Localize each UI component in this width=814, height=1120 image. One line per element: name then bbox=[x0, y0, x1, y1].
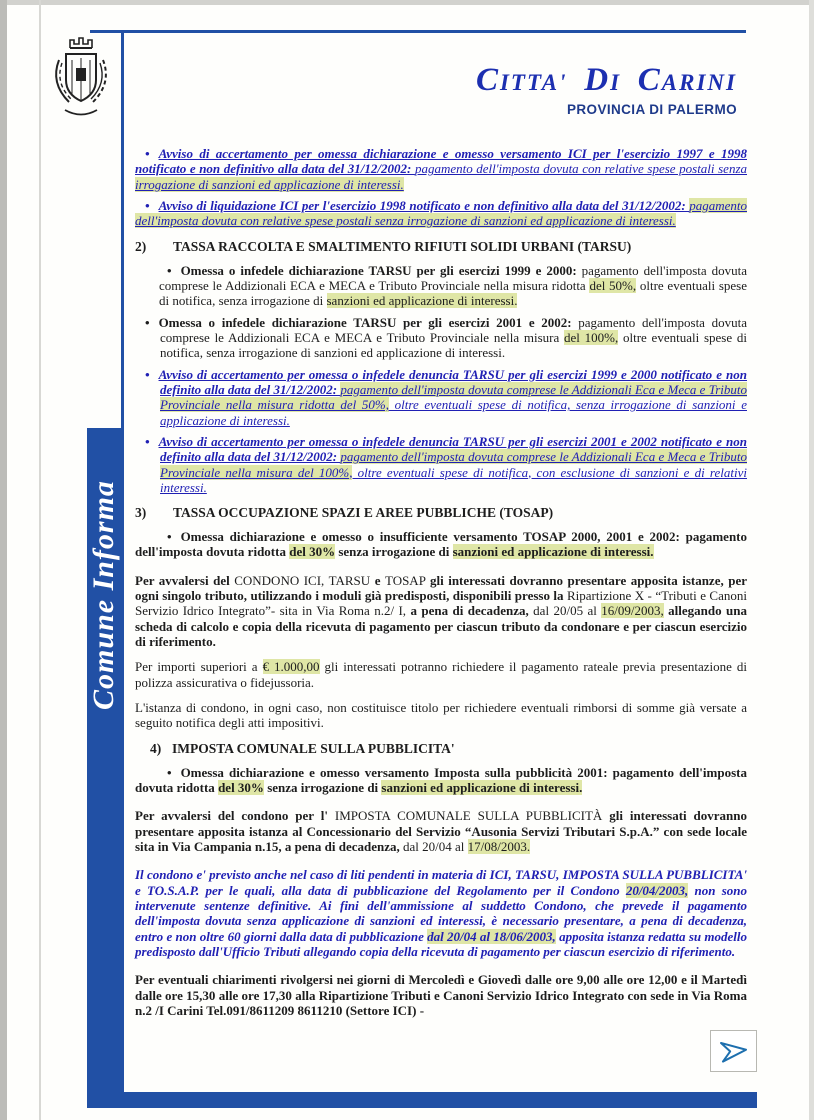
bullet-item bbox=[135, 315, 747, 361]
bullet-marker-icon: • bbox=[167, 764, 172, 780]
text-run: pagamento dell'imposta dovuta comprese le Addizionali ECA e MECA e Tributo Provinciale nella misura ridotta bbox=[159, 262, 747, 293]
sidebar-title: Comune Informa bbox=[87, 480, 120, 710]
text-run: pagamento dell'imposta dovuta comprese le Addizionali ECA e MECA e Tributo Provinciale nella misura bbox=[160, 314, 747, 345]
bullet-item bbox=[135, 765, 747, 796]
text-run: sanzioni ed applicazione di interessi. bbox=[326, 293, 518, 309]
city-title-word: CITTA' bbox=[475, 62, 568, 98]
paragraph bbox=[135, 867, 747, 959]
text-run: sanzioni ed applicazione di interessi. bbox=[452, 544, 654, 560]
bullet-item bbox=[135, 198, 747, 229]
header-rule bbox=[90, 30, 746, 33]
text-run: del 100%, bbox=[564, 329, 619, 345]
scan-edge-left bbox=[0, 0, 7, 1120]
text-run: irrogazione di sanzioni ed applicazione di interessi. bbox=[135, 176, 404, 192]
text-run: oltre eventuali spese di notifica, senza irrogazione di sanzioni e applicazione di interessi. bbox=[160, 397, 747, 428]
text-run: a pena di decadenza, bbox=[410, 603, 529, 619]
bullet-item bbox=[159, 263, 747, 309]
paragraph bbox=[135, 573, 747, 650]
text-run: Per eventuali chiarimenti rivolgersi nei giorni di Mercoledì e Giovedì dalle ore 9,00 alle ore 12,00 e il Martedì dalle ore 15,30 alle ore 17,30 alla Ripartizione Tributi e Canoni Servizio Idrico Integrato con sede in Via Roma n.2 /I Carini Tel.091/8611209 8611210 (Settore ICI) - bbox=[135, 972, 747, 1018]
text-run: Per avvalersi del bbox=[135, 572, 235, 588]
bullet-marker-icon: • bbox=[145, 366, 150, 382]
text-run: Omessa dichiarazione e omesso o insufficiente versamento TOSAP 2000, 2001 e 2002: bbox=[180, 529, 686, 545]
section-number: 3) bbox=[135, 505, 147, 521]
bullet-marker-icon: • bbox=[145, 314, 150, 330]
bullet-item bbox=[135, 367, 747, 428]
bullet-marker-icon: • bbox=[145, 146, 150, 161]
text-run: dal 20/04 al bbox=[399, 838, 468, 854]
text-run: € 1.000,00 bbox=[262, 659, 320, 675]
text-run: pagamento dell'imposta dovuta ridotta bbox=[135, 764, 747, 795]
text-run: e bbox=[374, 572, 385, 588]
text-run: del 30% bbox=[218, 779, 264, 795]
arrowhead-right-icon bbox=[717, 1038, 749, 1063]
text-run: L'istanza di condono, in ogni caso, non costituisce titolo per richiedere eventuali rimborsi di somme già versate a seguito notifica degli atti impositivi. bbox=[135, 700, 747, 731]
text-run: Per avvalersi del condono per l' bbox=[135, 808, 335, 824]
text-run: senza irrogazione di bbox=[263, 779, 382, 795]
text-run: gli interessati dovranno presentare apposita istanze, per ogni singolo tributo, utilizzando i moduli già predisposti, disponibili presso la bbox=[135, 572, 748, 604]
bullet-marker-icon: • bbox=[145, 197, 150, 213]
text-run: 16/09/2003, bbox=[601, 603, 664, 619]
section-heading bbox=[135, 505, 747, 521]
text-run: Avviso di accertamento per omessa o infedele denuncia TARSU per gli esercizi 2001 e 2002 notificato e non definito alla data del 31/12/2002: bbox=[158, 433, 747, 465]
text-run: oltre eventuali spese di notifica, senza irrogazione di bbox=[159, 277, 747, 309]
paragraph bbox=[135, 659, 747, 690]
text-run: Avviso di accertamento per omessa o infedele denuncia TARSU per gli esercizi 1999 e 2000 notificato e non definito alla data del 31/12/2002: bbox=[158, 366, 747, 397]
coat-of-arms-icon bbox=[46, 30, 116, 126]
paragraph bbox=[135, 972, 747, 1018]
scan-edge-top bbox=[0, 0, 814, 5]
text-run: con sede locale sita in Via Campania n.15, a pena di decadenza, bbox=[135, 823, 747, 854]
sidebar-band bbox=[87, 428, 121, 1108]
text-run: IMPOSTA COMUNALE SULLA PUBBLICITÀ bbox=[334, 808, 610, 824]
text-run: 20/04/2003, bbox=[625, 882, 689, 898]
text-run: IMPOSTA COMUNALE SULLA PUBBLICITA' bbox=[172, 740, 455, 756]
page-header bbox=[467, 62, 737, 117]
margin-rule bbox=[121, 30, 124, 1092]
paragraph bbox=[135, 700, 747, 731]
text-run: Omessa o infedele dichiarazione TARSU per gli esercizi 1999 e 2000: bbox=[180, 262, 582, 278]
text-run: Concessionario del Servizio “Ausonia Servizi Tributari S.p.A.” bbox=[306, 823, 664, 839]
text-run: del 50%, bbox=[589, 277, 637, 293]
text-run: Avviso di liquidazione ICI per l'esercizio 1998 notificato e non definitivo alla data del 31/12/2002: bbox=[158, 197, 690, 213]
text-run: 17/08/2003. bbox=[467, 838, 531, 854]
text-run: pagamento dell'imposta dovuta comprese le Addizionali Eca e Meca e Tributo Provinciale nella misura ridotta del 50%, bbox=[160, 381, 747, 413]
text-run: gli interessati potranno richiedere il pagamento rateale previa presentazione di polizza assicurativa o fidejussoria. bbox=[135, 659, 748, 690]
bullet-marker-icon: • bbox=[167, 262, 172, 278]
text-run: oltre eventuali spese di notifica, senza irrogazione di sanzioni ed applicazione di interessi. bbox=[160, 329, 747, 361]
text-run: pagamento dell'imposta dovuta comprese le Addizionali Eca e Meca e Tributo Provinciale nella misura del 100%, bbox=[160, 449, 747, 480]
text-run: dal 20/04 al 18/06/2003, bbox=[427, 928, 556, 944]
text-run: TASSA RACCOLTA E SMALTIMENTO RIFIUTI SOLIDI URBANI (TARSU) bbox=[173, 238, 632, 254]
section-heading bbox=[135, 239, 747, 255]
scan-crease bbox=[39, 0, 41, 1120]
text-run: pagamento dell'imposta dovuta ridotta bbox=[135, 529, 747, 560]
bullet-marker-icon: • bbox=[145, 433, 150, 449]
city-title-word: CARINI bbox=[637, 62, 737, 98]
section-heading bbox=[150, 741, 747, 757]
text-run: oltre eventuali spese di notifica, con esclusione di sanzioni e di relativi interessi. bbox=[160, 464, 747, 495]
city-title bbox=[467, 62, 737, 99]
province-subtitle: PROVINCIA DI PALERMO bbox=[566, 102, 737, 117]
bullet-item bbox=[135, 529, 747, 560]
section-number: 4) bbox=[150, 740, 162, 756]
text-run: Il condono e' previsto anche nel caso di liti pendenti in materia di ICI, TARSU, IMPOSTA SULLA PUBBLICITA' e TO.S.A.P. per le quali, alla data di pubblicazione del Regolamento per il Condono bbox=[135, 867, 747, 898]
text-run: pagamento dell'imposta dovuta con relative spese postali senza irrogazione di sanzioni ed applicazione di interessi. bbox=[135, 197, 747, 229]
bullet-marker-icon: • bbox=[167, 529, 172, 545]
text-run: allegando una scheda di calcolo e copia della ricevuta di pagamento per ciascun tributo da condonare e per ciascun esercizio di riferimento. bbox=[135, 603, 747, 650]
text-run: apposita istanza redatta su modello predisposto dall'Ufficio Tributi allegando copia della ricevuta di pagamento per ciascun esercizio di riferimento. bbox=[135, 928, 747, 959]
text-run: TOSAP bbox=[384, 572, 430, 588]
bullet-item bbox=[135, 146, 747, 192]
text-run: TASSA OCCUPAZIONE SPAZI E AREE PUBBLICHE (TOSAP) bbox=[173, 505, 554, 521]
text-run: gli interessati dovranno presentare apposita istanza al bbox=[135, 808, 748, 839]
text-run: CONDONO ICI, TARSU bbox=[234, 572, 375, 588]
paragraph bbox=[135, 808, 747, 854]
text-run: Avviso di accertamento per omessa dichiarazione e omesso versamento ICI per l'esercizio 1997 e 1998 notificato e non definitivo alla data del 31/12/2002: bbox=[135, 146, 747, 177]
bullet-item bbox=[135, 434, 747, 495]
text-run: senza irrogazione di bbox=[335, 544, 453, 560]
section-number: 2) bbox=[135, 238, 147, 254]
text-run: pagamento dell'imposta dovuta con relative spese postali senza bbox=[414, 161, 747, 177]
text-run: non sono intervenute sentenze definitive. Ai fini dell'ammissione al suddetto Condono, che prevede il pagamento dell'imposta dovuta senza applicazione di sanzioni ed interessi, è necessario presentare, a pena di decadenza, entro e non oltre 60 giorni dalla data di pubblicazione bbox=[135, 882, 747, 944]
text-run: dal 20/05 al bbox=[528, 603, 602, 619]
text-run: Omessa dichiarazione e omesso versamento Imposta sulla pubblicità 2001: bbox=[180, 764, 613, 780]
footer-band bbox=[88, 1092, 757, 1108]
text-run: sanzioni ed applicazione di interessi. bbox=[381, 779, 583, 795]
text-run: Per importi superiori a bbox=[135, 659, 263, 675]
scan-edge-right bbox=[809, 0, 814, 1120]
text-run: del 30% bbox=[289, 544, 336, 560]
document-body bbox=[135, 146, 747, 1028]
text-run: Ripartizione X - “Tributi e Canoni Servizio Idrico Integrato”- sita in Via Roma n.2/ I, bbox=[135, 588, 747, 619]
page-arrow-box bbox=[710, 1030, 757, 1072]
city-title-word: DI bbox=[584, 62, 622, 98]
text-run: Omessa o infedele dichiarazione TARSU per gli esercizi 2001 e 2002: bbox=[158, 314, 579, 330]
